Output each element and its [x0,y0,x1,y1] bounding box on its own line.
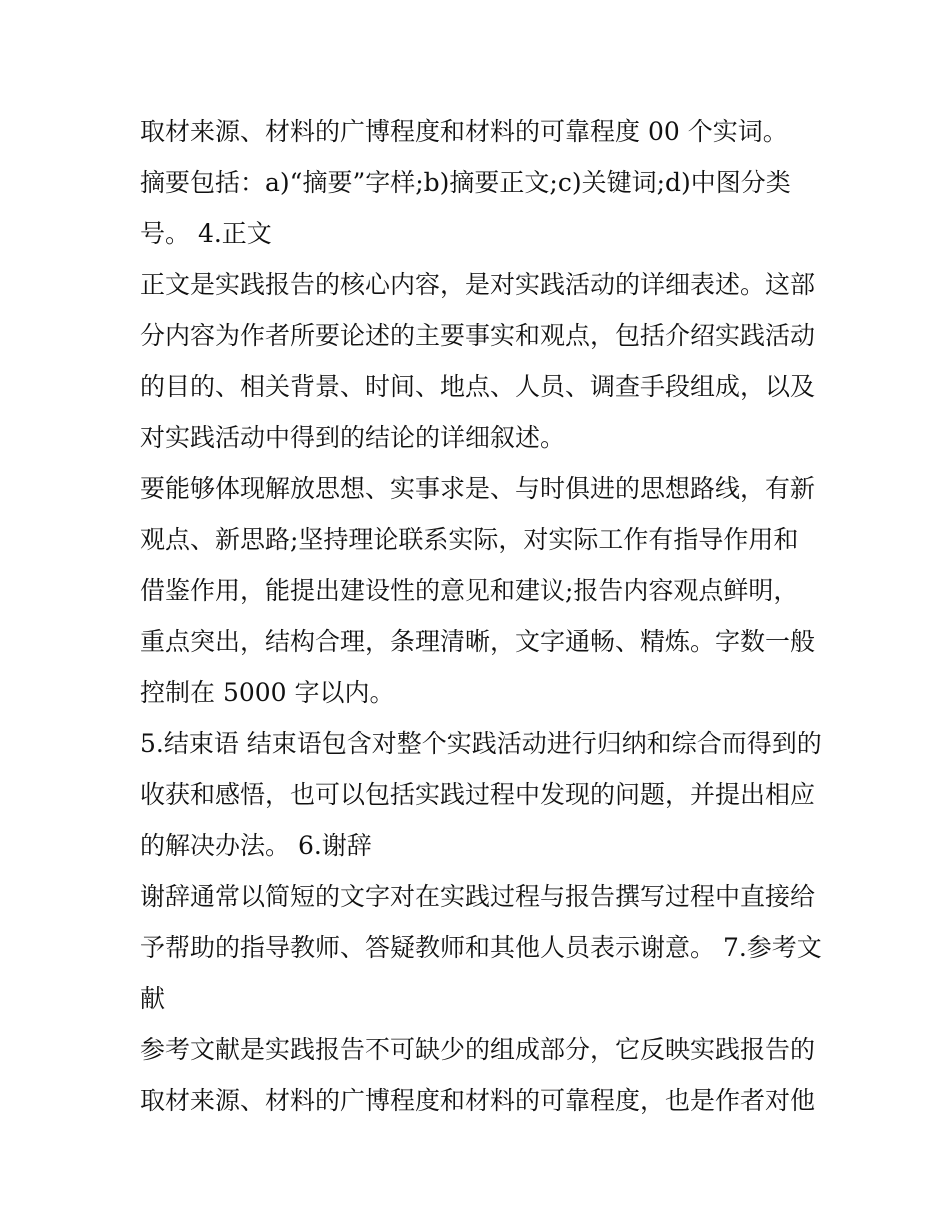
text-line: 对实践活动中得到的结论的详细叙述。 [140,423,566,452]
document-body [140,106,840,1126]
text-line: 的解决办法。 6.谢辞 [140,831,372,860]
text-line: 予帮助的指导教师、答疑教师和其他人员表示谢意。 7.参考文 [140,933,822,962]
text-line: 分内容为作者所要论述的主要事实和观点，包括介绍实践活动 [140,321,816,350]
text-line: 正文是实践报告的核心内容，是对实践活动的详细表述。这部 [140,270,816,299]
text-line: 摘要包括：a)“摘要”字样;b)摘要正文;c)关键词;d)中图分类 [140,168,791,197]
text-line: 5.结束语 结束语包含对整个实践活动进行归纳和综合而得到的 [140,729,822,758]
text-line: 谢辞通常以简短的文字对在实践过程与报告撰写过程中直接给 [140,882,816,911]
text-line: 要能够体现解放思想、实事求是、与时俱进的思想路线，有新 [140,474,816,503]
text-line: 号。 4.正文 [140,219,272,248]
text-line: 的目的、相关背景、时间、地点、人员、调查手段组成，以及 [140,372,816,401]
text-line: 参考文献是实践报告不可缺少的组成部分，它反映实践报告的 [140,1035,816,1064]
text-line: 借鉴作用，能提出建设性的意见和建议;报告内容观点鲜明， [140,576,799,605]
text-line: 献 [140,984,166,1013]
text-line: 取材来源、材料的广博程度和材料的可靠程度 00 个实词。 [140,117,788,146]
text-line: 重点突出，结构合理，条理清晰，文字通畅、精炼。字数一般 [140,627,816,656]
text-line: 控制在 5000 字以内。 [140,678,395,707]
text-line: 观点、新思路;坚持理论联系实际，对实际工作有指导作用和 [140,525,799,554]
text-line: 取材来源、材料的广博程度和材料的可靠程度，也是作者对他 [140,1086,816,1115]
text-line: 收获和感悟，也可以包括实践过程中发现的问题，并提出相应 [140,780,816,809]
